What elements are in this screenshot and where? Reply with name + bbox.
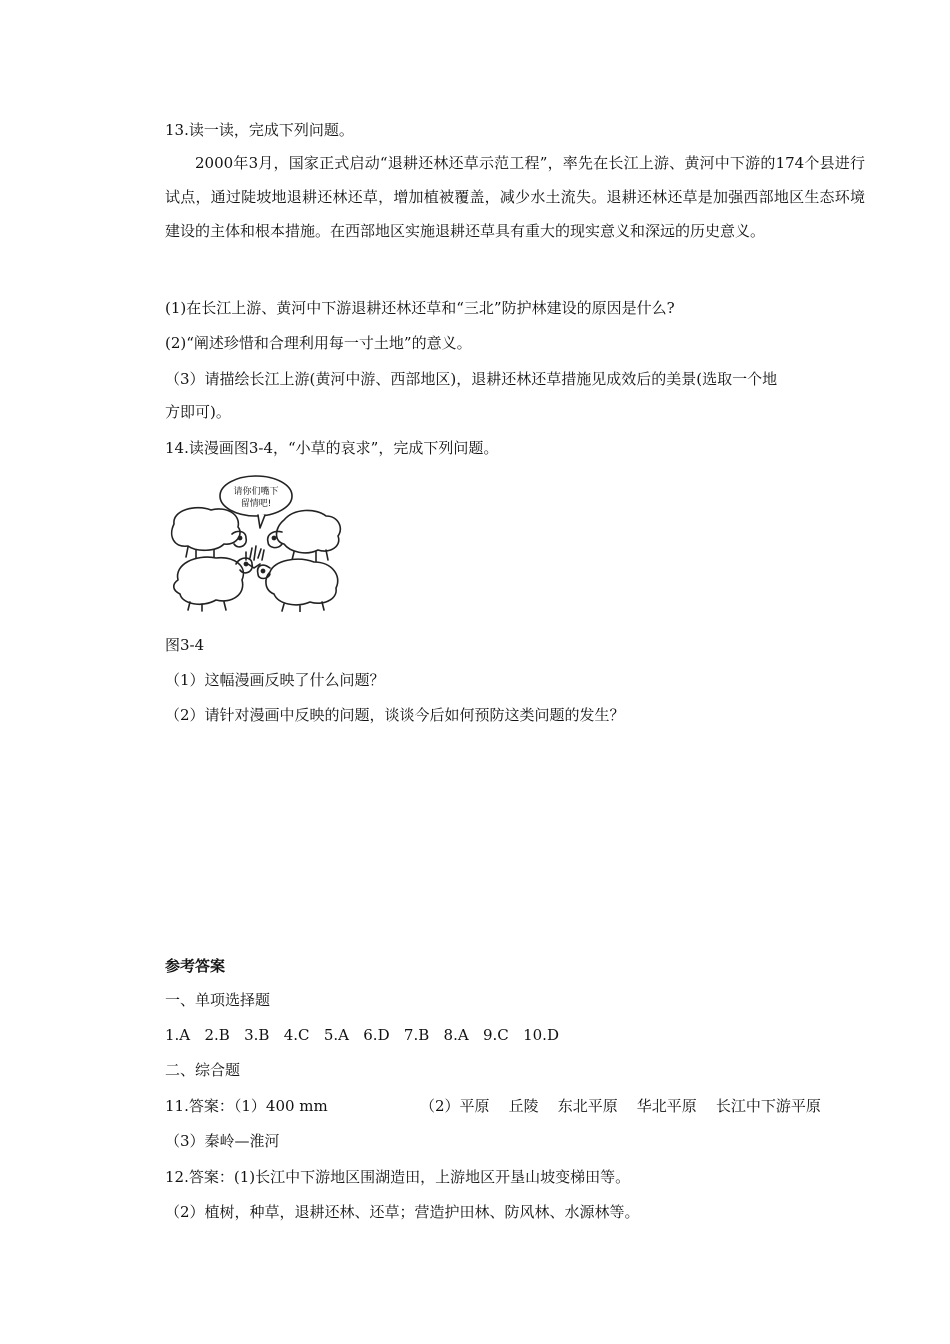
question-13-sub3-line1: （3）请描绘长江上游(黄河中游、西部地区)，退耕还林还草措施见成效后的美景(选取一个地 <box>165 370 778 388</box>
question-13-title: 13.读一读，完成下列问题。 <box>165 121 354 139</box>
answer-11-line2: （3）秦岭—淮河 <box>165 1132 280 1150</box>
speech-bubble-line1: 请你们嘴下 <box>233 487 279 497</box>
answer-12-line1: 12.答案：(1)长江中下游地区围湖造田，上游地区开垦山坡变梯田等。 <box>165 1168 631 1186</box>
question-13-sub2: (2)“阐述珍惜和合理利用每一寸土地”的意义。 <box>165 334 472 352</box>
answers-section1: 一、单项选择题 <box>165 991 271 1009</box>
question-13-paragraph: 2000年3月，国家正式启动“退耕还林还草示范工程”，率先在长江上游、黄河中下游的174个县进行试点，通过陡坡地退耕还林还草，增加植被覆盖，减少水土流失。退耕还林还草是加强西部地区生态环境建设的主体和根本措施。在西部地区实施退耕还草具有重大的现实意义和深远的历史意义。 <box>165 154 865 240</box>
sheep-cartoon-drawing <box>166 472 346 612</box>
answers-heading: 参考答案 <box>165 957 226 975</box>
question-13-sub1: (1)在长江上游、黄河中下游退耕还林还草和“三北”防护林建设的原因是什么? <box>165 299 675 317</box>
answers-section2: 二、综合题 <box>165 1061 241 1079</box>
mc-answers: 1.A 2.B 3.B 4.C 5.A 6.D 7.B 8.A 9.C 10.D <box>165 1026 559 1044</box>
question-14-sub2: （2）请针对漫画中反映的问题，谈谈今后如何预防这类问题的发生？ <box>165 706 625 724</box>
answer-11-part1: 11.答案：（1）400 mm <box>165 1097 328 1115</box>
speech-bubble-line2: 留情吧! <box>240 499 272 509</box>
sheep-cartoon-figure <box>166 472 346 612</box>
question-13-sub3-line2: 方即可)。 <box>165 403 231 421</box>
question-14-title: 14.读漫画图3-4，“小草的哀求”，完成下列问题。 <box>165 439 499 457</box>
question-14-sub1: （1）这幅漫画反映了什么问题？ <box>165 671 385 689</box>
figure-caption: 图3-4 <box>165 636 205 654</box>
answer-11-part2: （2）平原 丘陵 东北平原 华北平原 长江中下游平原 <box>420 1097 821 1115</box>
answer-12-line2: （2）植树，种草，退耕还林、还草；营造护田林、防风林、水源林等。 <box>165 1203 640 1221</box>
